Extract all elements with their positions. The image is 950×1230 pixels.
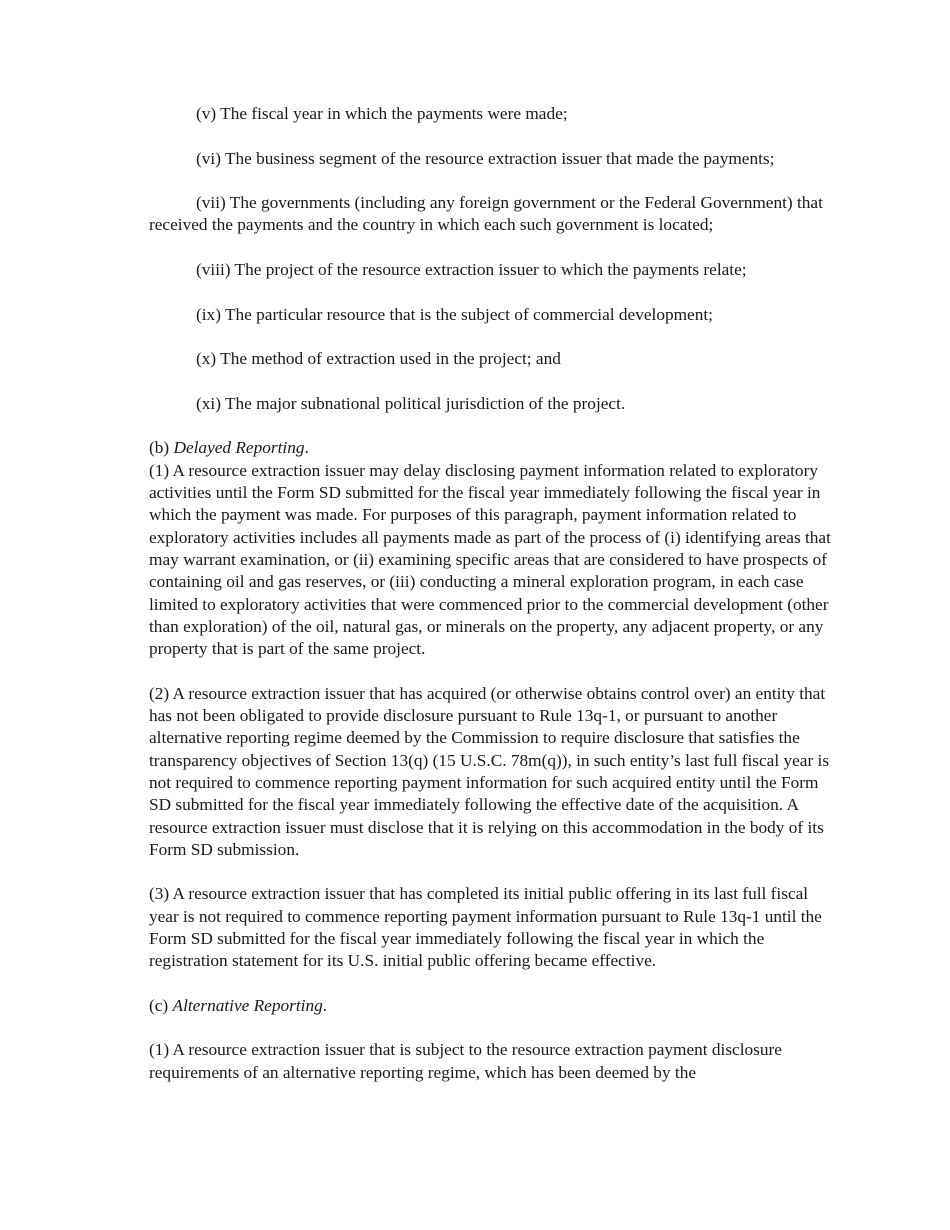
section-b-heading: (b) Delayed Reporting. <box>149 438 309 458</box>
section-c-paragraph-1: (1) A resource extraction issuer that is subject to the resource extraction payment disclosure requirements of an alternative reporting regime, which has been deemed by the <box>149 1040 782 1082</box>
section-b-paragraph-3: (3) A resource extraction issuer that has completed its initial public offering in its last full fiscal year is not required to commence reporting payment information pursuant to Rule 13q-1 until the Form SD submitted for the fiscal year immediately following the fiscal year in which the registration statement for its U.S. initial public offering became effective. <box>149 884 822 971</box>
list-item-viii: (viii) The project of the resource extraction issuer to which the payments relate; <box>196 260 747 280</box>
list-item-ix: (ix) The particular resource that is the subject of commercial development; <box>196 304 713 324</box>
list-item-v: (v) The fiscal year in which the payments were made; <box>196 104 568 123</box>
document-page <box>149 103 839 1106</box>
section-b-paragraph-2: (2) A resource extraction issuer that has acquired (or otherwise obtains control over) an entity that has not been obligated to provide disclosure pursuant to Rule 13q-1, or pursuant to another alternative reporting regime deemed by the Commission to require disclosure that satisfies the transparency objectives of Section 13(q) (15 U.S.C. 78m(q)), in such entity’s last full fiscal year is not required to commence reporting payment information for such acquired entity until the Form SD submitted for the fiscal year immediately following the effective date of the acquisition. A resource extraction issuer must disclose that it is relying on this accommodation in the body of its Form SD submission. <box>149 683 830 859</box>
section-b-title: Delayed Reporting <box>173 438 305 458</box>
list-item-x: (x) The method of extraction used in the project; and <box>196 349 561 369</box>
section-c-heading: (c) Alternative Reporting. <box>149 995 328 1015</box>
section-b-paragraph-1: (1) A resource extraction issuer may delay disclosing payment information related to exploratory activities until the Form SD submitted for the fiscal year immediately following the fiscal year in which the payment was made. For purposes of this paragraph, payment information related to exploratory activities includes all payments made as part of the process of (i) identifying areas that may warrant examination, or (ii) examining specific areas that are considered to have prospects of containing oil and gas reserves, or (iii) conducting a mineral exploration program, in each case limited to exploratory activities that were commenced prior to the commercial development (other than exploration) of the oil, natural gas, or minerals on the property, any adjacent property, or any property that is part of the same project. <box>149 460 831 659</box>
list-item-vii: (vii) The governments (including any foreign government or the Federal Government) that received the payments and the country in which each such government is located; <box>149 193 823 235</box>
section-c-title: Alternative Reporting <box>172 995 323 1015</box>
list-item-xi: (xi) The major subnational political jurisdiction of the project. <box>196 393 626 413</box>
list-item-vi: (vi) The business segment of the resource extraction issuer that made the payments; <box>196 148 775 168</box>
